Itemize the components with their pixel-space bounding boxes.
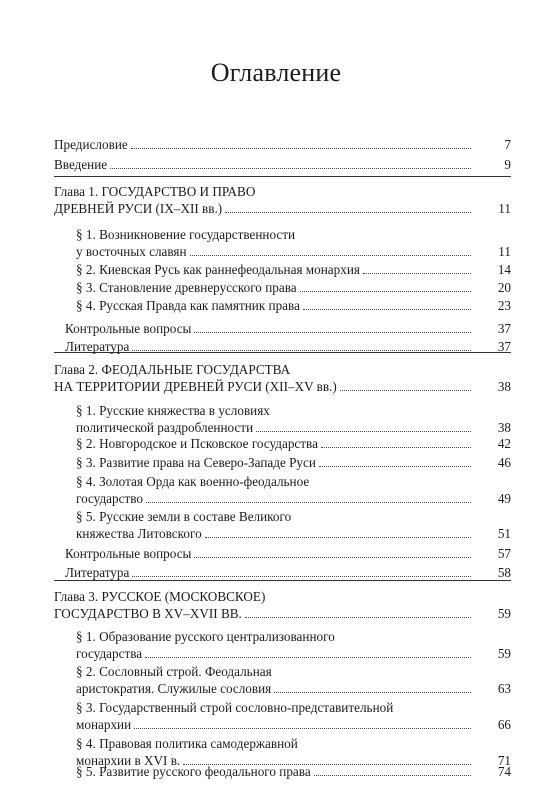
toc-entry-title: Контрольные вопросы [65,321,192,336]
toc-entry[interactable] [54,279,511,296]
toc-page-number: 51 [497,526,511,541]
toc-entry[interactable] [54,156,511,173]
toc-page-number: 63 [497,681,511,696]
toc-page-number: 58 [497,565,511,580]
toc-page-number: 37 [497,339,511,354]
toc-entry[interactable] [54,473,511,507]
toc-entry[interactable] [54,183,511,217]
toc-entry[interactable] [54,435,511,452]
toc-page-number: 57 [497,546,511,561]
toc-entry[interactable] [54,136,511,153]
toc-page-number: 71 [497,753,511,768]
dot-leader [110,167,471,169]
toc-entry-title: Глава 1. ГОСУДАРСТВО И ПРАВО [54,184,256,199]
section-divider [54,176,511,177]
dot-leader [256,430,471,432]
toc-entry-title: § 4. Золотая Орда как военно-феодальное [76,474,310,489]
toc-entry-title: § 3. Становление древнерусского права [76,280,297,295]
toc-entry-title: княжества Литовского [76,526,202,541]
dot-leader [194,556,471,558]
toc-entry-title: монархии в XVI в. [76,753,181,768]
toc-entry-title: монархии [76,717,132,732]
toc-entry-title: Литература [65,339,130,354]
dot-leader [131,147,471,149]
toc-entry[interactable] [54,663,511,697]
dot-leader [194,331,471,333]
toc-page-number: 20 [497,280,511,295]
toc-entry[interactable] [54,361,511,395]
toc-page-number: 49 [497,491,511,506]
toc-entry-title: государство [76,491,143,506]
toc-entry[interactable] [54,545,511,562]
toc-entry-title: § 5. Развитие русского феодального права [76,764,311,779]
dot-leader [319,465,471,467]
toc-entry[interactable] [54,763,511,780]
toc-entry-title: § 3. Государственный строй сословно-представительной [76,700,394,715]
toc-page-number: 37 [497,321,511,336]
toc-entry-title: § 4. Правовая политика самодержавной [76,736,298,751]
dot-leader [225,211,471,213]
toc-entry-title: политической раздробленности [76,420,254,435]
dot-leader [321,446,471,448]
dot-leader [274,691,471,693]
toc-page-number: 42 [497,436,511,451]
toc-entry-title: Глава 3. РУССКОЕ (МОСКОВСКОЕ) [54,589,266,604]
dot-leader [303,308,471,310]
toc-entry-title: § 1. Образование русского централизованного [76,629,335,644]
toc-entry-title: государства [76,646,143,661]
dot-leader [314,774,471,776]
toc-entry-title: аристократия. Служилые сословия [76,681,272,696]
toc-entry-title: § 1. Возникновение государственности [76,227,296,242]
toc-entry-title: НА ТЕРРИТОРИИ ДРЕВНЕЙ РУСИ (XII–XV вв.) [54,379,337,394]
toc-page-number: 14 [497,262,511,277]
toc-entry-title: § 2. Киевская Русь как раннефеодальная монархия [76,262,360,277]
toc-page-number: 66 [497,717,511,732]
toc-page-number: 23 [497,298,511,313]
dot-leader [300,290,471,292]
toc-entry-title: § 5. Русские земли в составе Великого [76,509,292,524]
dot-leader [245,616,471,618]
dot-leader [134,727,471,729]
toc-entry[interactable] [54,508,511,542]
toc-entry-title: ДРЕВНЕЙ РУСИ (IX–XII вв.) [54,201,223,216]
toc-entry-title: Контрольные вопросы [65,546,192,561]
toc-entry[interactable] [54,338,511,355]
toc-entry[interactable] [54,564,511,581]
toc-entry-title: § 2. Сословный строй. Феодальная [76,664,272,679]
toc-page-number: 11 [498,244,511,259]
toc-entry-title: § 4. Русская Правда как памятник права [76,298,300,313]
page-title: Оглавление [210,58,342,87]
toc-page-number: 46 [497,455,511,470]
toc-entry-title: § 1. Русские княжества в условиях [76,403,270,418]
toc-entry-title: Предисловие [54,137,128,152]
dot-leader [205,536,471,538]
toc-entry-title: § 3. Развитие права на Северо-Западе Руси [76,455,316,470]
dot-leader [363,272,471,274]
toc-entry-title: ГОСУДАРСТВО В XV–XVII ВВ. [54,606,242,621]
toc-entry[interactable] [54,628,511,662]
dot-leader [145,656,471,658]
toc-entry-title: Литература [65,565,130,580]
toc-entry[interactable] [54,402,511,436]
toc-page-number: 74 [497,764,511,779]
toc-page-number: 38 [497,420,511,435]
dot-leader [340,389,471,391]
toc-entry[interactable] [54,297,511,314]
toc-entry[interactable] [54,588,511,622]
toc-page-number: 11 [498,201,511,216]
toc-entry[interactable] [54,261,511,278]
dot-leader [190,254,471,256]
toc-entry-title: Введение [54,157,108,172]
toc-page-number: 38 [497,379,511,394]
dot-leader [132,575,471,577]
toc-page-number: 59 [497,606,511,621]
toc-entry-title: § 2. Новгородское и Псковское государства [76,436,318,451]
toc-page-number: 7 [504,137,511,152]
toc-entry-title: Глава 2. ФЕОДАЛЬНЫЕ ГОСУДАРСТВА [54,362,291,377]
toc-entry[interactable] [54,454,511,471]
toc-entry[interactable] [54,699,511,733]
toc-page-number: 9 [504,157,511,172]
toc-entry-title: у восточных славян [76,244,187,259]
toc-entry[interactable] [54,226,511,260]
toc-entry[interactable] [54,320,511,337]
dot-leader [132,349,471,351]
toc-page-number: 59 [497,646,511,661]
dot-leader [146,501,471,503]
